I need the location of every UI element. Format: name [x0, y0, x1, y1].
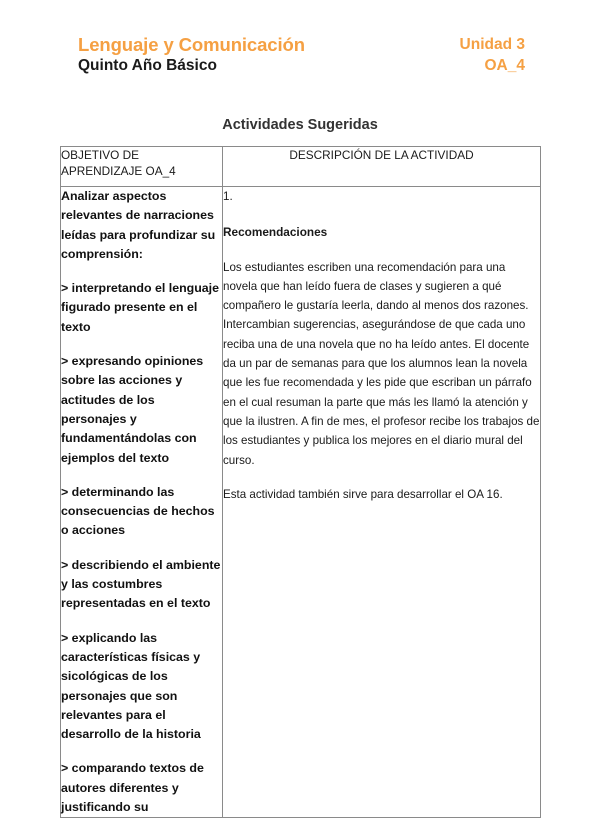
objective-block: Analizar aspectos relevantes de narraciones leídas para profundizar su comprensión:: [61, 189, 216, 261]
table-row: [61, 187, 541, 818]
activity-subtitle: Recomendaciones: [223, 225, 328, 240]
activity-paragraph: Los estudiantes escriben una recomendación para una novela que han leído fuera de clases y sugieren a qué compañero le gustaría leerla, dando al menos dos razones. Intercambian sugerencias, asegurándose de que cada uno reciba una de una novela que no ha leído antes. El docente da un par de semanas para que los alumnos lean la novela que les fue recomendada y les pide que escriban un párrafo en el cual resuman la parte que más les llamó la atención y que la ilustren. A fin de mes, el profesor recibe los trabajos de los estudiantes y publica los mejores en el diario mural del curso.: [223, 260, 540, 467]
activity-number: 1.: [223, 190, 233, 203]
table-header-row: [61, 147, 541, 187]
activities-table: [60, 146, 541, 818]
description-cell: [223, 187, 541, 818]
page-title: Actividades Sugeridas: [222, 117, 378, 133]
objective-block: > describiendo el ambiente y las costumbres representadas en el texto: [61, 557, 221, 611]
unit-label: Unidad 3: [459, 36, 525, 53]
objective-cell: [61, 187, 223, 818]
document-header: [78, 34, 525, 76]
objective-block: > interpretando el lenguaje figurado presente en el texto: [61, 281, 220, 334]
header-left-group: [78, 34, 305, 76]
activity-paragraph: Esta actividad también sirve para desarrollar el OA 16.: [223, 487, 503, 501]
objective-block: > expresando opiniones sobre las acciones y actitudes de los personajes y fundamentándolas con ejemplos del texto: [61, 354, 204, 465]
objective-block: > determinando las consecuencias de hechos o acciones: [61, 484, 215, 538]
oa-code: OA_4: [484, 57, 525, 74]
objective-block: > explicando las características físicas y sicológicas de los personajes que son relevantes para el desarrollo de la historia: [61, 630, 201, 742]
objective-block: > comparando textos de autores diferentes y justificando su: [61, 761, 204, 815]
column-header-description: DESCRIPCIÓN DE LA ACTIVIDAD: [223, 147, 541, 187]
subject-title: Lenguaje y Comunicación: [78, 34, 305, 55]
header-right-group: [460, 34, 525, 76]
grade-level: Quinto Año Básico: [78, 57, 217, 74]
column-header-objective: OBJETIVO DE APRENDIZAJE OA_4: [61, 147, 223, 187]
